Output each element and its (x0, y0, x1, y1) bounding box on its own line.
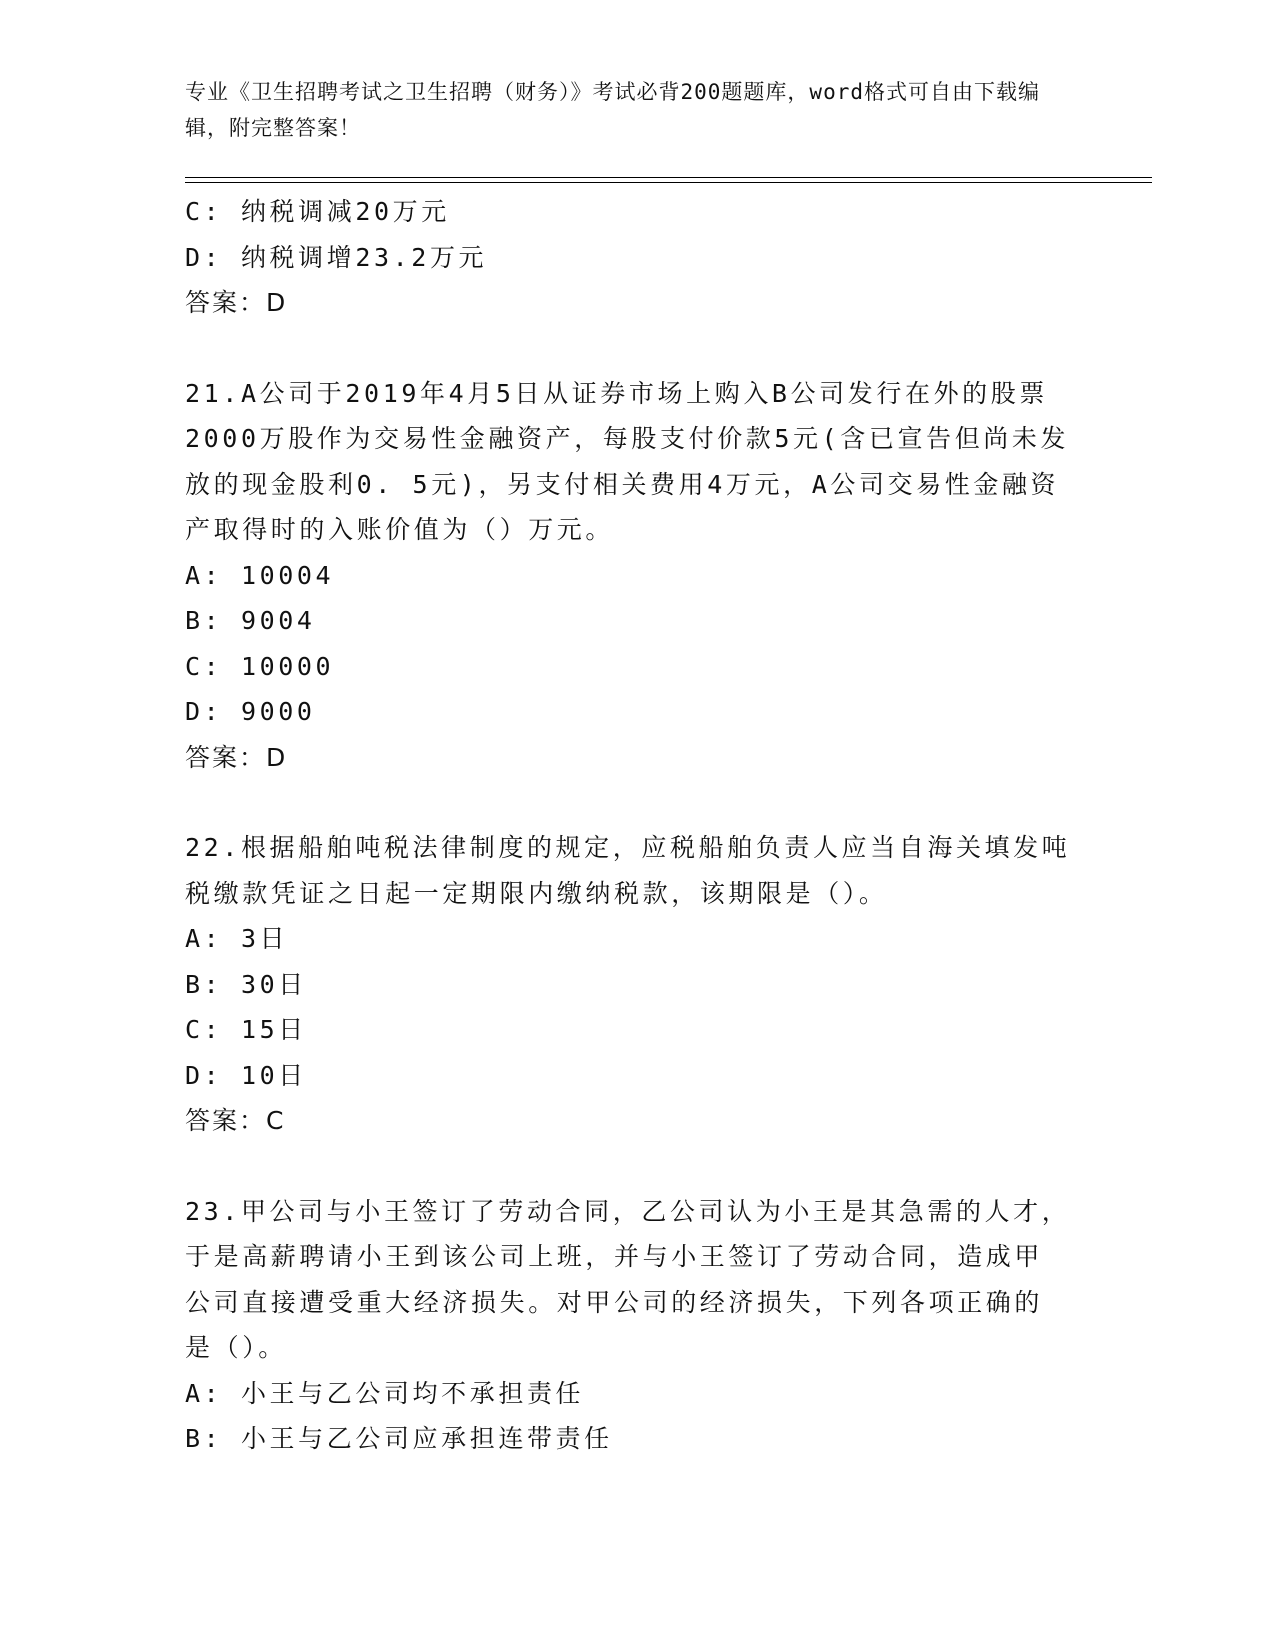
question-text-line: 2000万股作为交易性金融资产，每股支付价款5元(含已宣告但尚未发 (185, 424, 1070, 453)
question-text-line: 于是高薪聘请小王到该公司上班，并与小王签订了劳动合同，造成甲 (185, 1242, 1044, 1271)
question-21 (185, 371, 1085, 781)
question-text-line: 是（）。 (185, 1333, 287, 1362)
option-b: B: 小王与乙公司应承担连带责任 (185, 1424, 613, 1453)
option-d: D: 10日 (185, 1060, 307, 1090)
option-b: B: 9004 (185, 606, 316, 635)
option-a: A: 3日 (185, 924, 289, 953)
question-text-line: 放的现金股利0. 5元)，另支付相关费用4万元，A公司交易性金融资 (185, 469, 1060, 499)
document-header: 专业《卫生招聘考试之卫生招聘（财务）》考试必背200题题库，word格式可自由下载编辑，附完整答案！ (185, 80, 1040, 140)
option-d: D: 纳税调增23.2万元 (185, 242, 488, 272)
option-b: B: 30日 (185, 969, 307, 999)
question-text-line: 公司直接遭受重大经济损失。对甲公司的经济损失，下列各项正确的 (185, 1287, 1044, 1317)
question-text-line: 23.甲公司与小王签订了劳动合同，乙公司认为小王是其急需的人才， (185, 1196, 1071, 1226)
header-rule-top (185, 177, 1152, 178)
option-c: C: 10000 (185, 651, 335, 681)
question-23 (185, 1189, 1085, 1462)
option-d: D: 9000 (185, 697, 316, 726)
question-22 (185, 825, 1085, 1144)
question-text-line: 21.A公司于2019年4月5日从证券市场上购入B公司发行在外的股票 (185, 378, 1048, 408)
answer: 答案：C (185, 1106, 286, 1135)
answer: 答案：D (185, 742, 288, 772)
header-rule-bottom (185, 182, 1152, 183)
answer: 答案：D (185, 288, 288, 317)
question-text-line: 产取得时的入账价值为（）万元。 (185, 515, 615, 544)
question-text-line: 税缴款凭证之日起一定期限内缴纳税款，该期限是（）。 (185, 878, 888, 908)
option-a: A: 10004 (185, 560, 335, 590)
question-content (185, 189, 1085, 1462)
option-a: A: 小王与乙公司均不承担责任 (185, 1378, 585, 1408)
option-c: C: 15日 (185, 1015, 307, 1044)
question-text-line: 22.根据船舶吨税法律制度的规定，应税船舶负责人应当自海关填发吨 (185, 833, 1071, 862)
option-c: C: 纳税调减20万元 (185, 197, 450, 226)
